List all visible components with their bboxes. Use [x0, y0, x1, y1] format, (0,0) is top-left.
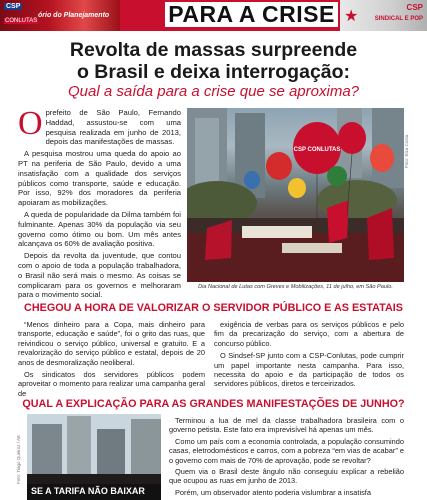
- explicacao-paragraph-4: Porém, um observador atento poderia vislumbrar a insatisfa: [175, 487, 371, 497]
- photo-credit: Foto: Elza Costa: [404, 134, 409, 168]
- photo-credit-2: Foto: Tiago Queiroz / AE: [16, 434, 21, 484]
- banner-sign-right: CSP: [406, 3, 423, 12]
- drop-cap: O: [18, 105, 43, 142]
- explicacao-paragraph-2: Como um país com a economia controlada, a população consumindo casas, eletrodomésticos e carros, com a pobreza “em vias de acabar” e o governo com mais de 70% de aprovação, pode se revoltar?: [169, 436, 404, 465]
- headline-line-1: Revolta de massas surpreende: [69, 39, 358, 61]
- headline-line-2: o Brasil e deixa interrogação:: [76, 61, 351, 83]
- section-title-explicacao: QUAL A EXPLICAÇÃO PARA AS GRANDES MANIFESTAÇÕES DE JUNHO?: [22, 398, 405, 410]
- section-servidor-left-column: [18, 320, 205, 401]
- protest-sign-text: SE A TARIFA NÃO BAIXAR: [31, 486, 145, 496]
- article-paragraph-3: A queda de popularidade da Dilma também foi fulminante. Apenas 30% da população via seu governo como ótimo ou bom. Um mês antes alcançava os 60% de avaliação positiva.: [18, 209, 181, 249]
- section-title-servidor: CHEGOU A HORA DE VALORIZAR O SERVIDOR PÚBLICO E AS ESTATAIS: [24, 302, 403, 314]
- banner-sign-csp: CSP: [6, 3, 21, 10]
- section-servidor-right-column: [214, 320, 404, 392]
- banner-sign-planejamento: ório do Planejamento: [38, 12, 110, 19]
- street-protest-illustration: [27, 414, 161, 500]
- banner-right-photo: [340, 0, 427, 31]
- servidor-paragraph-4: O Sindsef-SP junto com a CSP-Conlutas, pode cumprir um papel importante nesta campanha. Para isso, necessita do apoio e da participação de todos os servidores públicos, diretos e terceirizados.: [214, 351, 404, 389]
- star-icon: ★: [344, 8, 359, 25]
- balloon-label: CSP CONLUTAS: [293, 147, 341, 153]
- explicacao-paragraph-3: Quem via o Brasil deste ângulo não conseguiu explicar a rebelião que ocupou as ruas em junho de 2013.: [169, 467, 404, 486]
- servidor-paragraph-2: Os sindicatos dos servidores públicos podem aproveitar o momento para realizar uma campanha geral de: [18, 370, 205, 398]
- explicacao-paragraph-1: Terminou a lua de mel da classe trabalhadora brasileira com o governo petista. Este fato era imprevisível há apenas um mês.: [169, 416, 404, 435]
- banner-sign-conlutas: CONLUTAS: [5, 18, 38, 24]
- article-paragraph-2: A pesquisa mostrou uma queda do apoio ao PT na periferia de São Paulo, devido a uma insatisfação com a qualidade dos serviços públicos como transporte, saúde e educação. Por isso, 92% dos moradores da periferia apoiaram as mobilizações.: [18, 149, 181, 208]
- article-paragraph-4: Depois da revolta da juventude, que contou com o apoio de toda a população trabalhadora, o Brasil não será mais o mesmo. As coisas se complicaram para os governos e melhoraram para o movimento social.: [18, 251, 181, 300]
- section-explicacao-column: [169, 416, 404, 499]
- banner-sign-sindical: SINDICAL E POP: [374, 16, 423, 22]
- protest-photo: [187, 108, 404, 282]
- article-paragraph-1: [18, 105, 181, 147]
- street-protest-photo: [27, 414, 161, 500]
- top-banner: [0, 0, 427, 31]
- headline-subtitle: Qual a saída para a crise que se aproxima?: [68, 83, 359, 100]
- servidor-paragraph-3: exigência de verbas para os serviços públicos e pelo fim da precarização do serviço, com a abertura de concurso público.: [214, 320, 404, 348]
- servidor-paragraph-1: “Menos dinheiro para a Copa, mais dinheiro para transporte, educação e saúde”, foi o grito das ruas, que reivindicou o serviço público, universal e gratuito. E a revalorização do serviço público e estatal, depois de 20 anos de desmoralização neoliberal.: [18, 320, 205, 367]
- banner-protest-photo: [0, 0, 120, 31]
- article-paragraph-1-text: prefeito de São Paulo, Fernando Haddad, assustou-se com uma pesquisa realizada em junho de 2013, depois das manifestações de massas.: [45, 108, 181, 147]
- photo-caption: Dia Nacional de Lutas com Greves e Mobilizações, 11 de julho, em São Paulo.: [198, 284, 393, 290]
- article-intro-column: [18, 105, 181, 302]
- protest-photo-illustration: [187, 108, 404, 282]
- section-banner-title: PARA A CRISE: [165, 2, 338, 27]
